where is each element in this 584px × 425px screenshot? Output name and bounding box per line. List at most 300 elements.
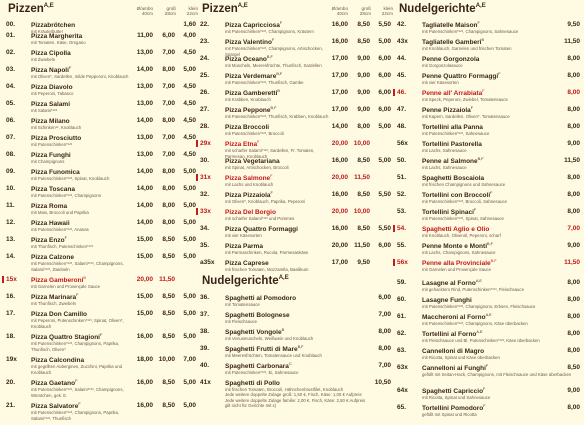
item-number: 51. (397, 174, 407, 181)
item-title: Pizza Calzone (31, 254, 74, 262)
price-family: 16,00 (331, 225, 348, 232)
size-header-small: klein 22cm (381, 6, 393, 16)
price-large: 8,00 (162, 66, 175, 73)
price-family: 16,00 (136, 402, 153, 409)
menu-item[interactable] (6, 32, 198, 49)
item-description: mit Garnelen und Provençale Sauce (422, 267, 492, 272)
item-number: 32. (200, 191, 210, 198)
menu-item[interactable] (397, 157, 582, 174)
price-large: 10,00 (353, 140, 370, 147)
item-title: Pizza Napoli (31, 67, 69, 75)
item-number: 23. (200, 38, 210, 45)
price: 11,50 (564, 259, 580, 266)
menu-item[interactable] (200, 106, 393, 123)
menu-item[interactable] (200, 21, 393, 38)
price-large: 10,00 (158, 356, 175, 363)
price-small: 1,60 (183, 21, 196, 28)
price: 11,50 (564, 157, 580, 164)
item-name (31, 379, 77, 387)
item-description: mit Spinat, Artischocken, Broccoli (225, 165, 289, 170)
item-name (225, 362, 292, 370)
price-large: 8,00 (357, 123, 370, 130)
nudel-list-right (397, 21, 582, 421)
item-description: mit Putenschinken*¹²³, Thunfisch, Krabben, Knoblauch (225, 114, 329, 119)
item-number: 01. (6, 32, 16, 39)
item-number: 65. (397, 404, 407, 411)
menu-item[interactable] (397, 38, 582, 55)
nudel-right-header (397, 0, 582, 21)
item-number: 26. (200, 89, 210, 96)
menu-item[interactable] (397, 387, 582, 404)
menu-item[interactable] (200, 208, 393, 225)
price: 7,00 (567, 225, 580, 232)
price: 6,00 (378, 294, 391, 301)
menu-item[interactable] (397, 21, 582, 38)
menu-item[interactable] (200, 191, 393, 208)
allergen-codes: F (257, 140, 260, 144)
item-title: Cannelloni ai Funghi (422, 365, 486, 373)
item-description: mit Putenschinken*¹²³, Champignons, Paprika, Salami*¹²³, Thunfisch (31, 410, 120, 421)
item-name (31, 333, 102, 341)
item-description: mit Putenschinken*¹²³, Champignons, Kräutern (225, 29, 314, 34)
menu-item[interactable] (397, 242, 582, 259)
item-name (422, 330, 483, 338)
menu-item[interactable] (397, 347, 582, 364)
price-family: 16,00 (331, 191, 348, 198)
item-description: mit Lachs, Sahnesauce (422, 148, 467, 153)
menu-item[interactable] (6, 236, 198, 253)
price-small: 5,00 (378, 157, 391, 164)
allergen-codes: F (78, 402, 81, 406)
item-number: 55. (397, 242, 407, 249)
allergen-codes: B,F (477, 157, 484, 161)
item-name (225, 72, 282, 80)
price-large: 6,00 (162, 32, 175, 39)
menu-item[interactable] (200, 55, 393, 72)
price-small: 4,50 (183, 83, 196, 90)
price-family: 13,00 (136, 100, 153, 107)
item-title: Pizzabrötchen (31, 22, 76, 30)
price-small: 5,00 (378, 38, 391, 45)
item-title: Penne Pizzaiola (422, 107, 471, 115)
menu-item[interactable] (6, 356, 198, 379)
item-description: mit Mais, Broccoli und Paprika (31, 210, 89, 215)
item-description: mit Tomaten, Käse, Oregano (31, 40, 86, 45)
item-description: mit Putenschinken*¹²³ (31, 142, 73, 147)
item-title: Spaghetti al Pomodoro (225, 295, 297, 303)
item-name (31, 168, 80, 176)
price: 8,00 (567, 55, 580, 62)
price-family: 15,00 (136, 293, 153, 300)
menu-item[interactable] (397, 140, 582, 157)
item-number: 22. (200, 21, 210, 28)
price: 9,00 (567, 387, 580, 394)
menu-item[interactable] (200, 362, 393, 379)
item-title: Tortellini alla Panna (422, 124, 483, 132)
price: 8,00 (567, 296, 580, 303)
item-description: mit Putenschinken*¹²³, Sahnesauce (422, 131, 490, 136)
price: 8,00 (378, 345, 391, 352)
menu-item[interactable] (6, 117, 198, 134)
allergen-codes: F (470, 106, 474, 110)
price-small: 4,00 (183, 32, 196, 39)
item-title: Pizza Cipolla (31, 50, 71, 58)
item-description: mit Putenschinken*¹²³, Champignons (31, 193, 101, 198)
allergen-codes: F (477, 21, 480, 25)
item-name (422, 157, 484, 165)
menu-item[interactable] (200, 311, 393, 328)
item-name (422, 279, 482, 287)
price-large: 11,50 (354, 174, 370, 181)
menu-item[interactable] (200, 72, 393, 89)
item-title: Pizza Diavolo (31, 84, 73, 92)
menu-item[interactable] (6, 219, 198, 236)
item-number: 38. (200, 328, 210, 335)
menu-item[interactable] (397, 279, 582, 296)
price: 9,50 (567, 21, 580, 28)
size-header-family: Ø/ambo 40cm (136, 6, 153, 16)
item-name (422, 89, 485, 97)
item-title: Pizza Milano (31, 118, 70, 126)
menu-item[interactable] (6, 49, 198, 66)
pizza-column-left (6, 0, 198, 425)
menu-item[interactable] (200, 345, 393, 362)
menu-item[interactable] (200, 242, 393, 259)
price-small: 4,50 (183, 134, 196, 141)
menu-item[interactable] (6, 185, 198, 202)
menu-item[interactable] (6, 293, 198, 310)
item-title: Lasagne Funghi (422, 297, 472, 305)
item-name (31, 66, 71, 74)
item-name (422, 55, 479, 63)
price-family: 15,00 (136, 253, 153, 260)
menu-item[interactable] (200, 294, 393, 311)
allergen-codes: F (270, 191, 273, 195)
price-small: 5,00 (183, 310, 196, 317)
price-large: 9,00 (357, 89, 370, 96)
price-family: 20,00 (331, 242, 348, 249)
item-number: 25. (200, 72, 210, 79)
item-number: 17. (6, 310, 16, 317)
pizza-mid-header (200, 0, 393, 21)
surcharge-note: Jede weitere doppelte Zulage groß: 1,50 €, Fisch, Käse: 1,00 € Aufpreis (225, 392, 362, 397)
menu-item[interactable] (397, 259, 582, 279)
item-name (31, 134, 81, 142)
price-family: 17,00 (331, 72, 348, 79)
item-title: Pizza Gamberetti (225, 90, 278, 98)
allergen-codes: F (483, 404, 486, 408)
allergen-codes: F (473, 208, 477, 212)
menu-item[interactable] (200, 38, 393, 55)
item-description: mit Parmaschinken, Rucola, Parmesankäse (225, 250, 309, 255)
item-title: Pizza Gaetano (31, 380, 76, 388)
item-title: Tortellini Pomodoro (422, 405, 484, 413)
allergen-codes: B (481, 38, 485, 42)
item-title: Pizza Salvatore (31, 403, 79, 411)
item-name (31, 310, 87, 318)
item-title: Pizza Etna (225, 141, 258, 149)
menu-item[interactable] (6, 151, 198, 168)
highlight-flag (196, 208, 198, 215)
price-large: 9,00 (357, 72, 370, 79)
price: 9,00 (567, 140, 580, 147)
item-number: 16. (6, 293, 16, 300)
item-description: mit Kapern, Sardellen, Oliven*, Tomatensauce (422, 114, 510, 119)
price-family: 16,00 (136, 333, 153, 340)
surcharge-note: Jede weitere doppelte Zulage familie: 2,00 €, Fisch, Käse: 2,50 € Aufpreis (225, 397, 366, 403)
price: 9,00 (567, 242, 580, 249)
surcharge-note: gilt nicht für Gerichte mit x) (225, 403, 277, 408)
item-description: mit Putenschinken*¹²³, Champignons, Paprika, Thunfisch, Oliven* (31, 341, 120, 352)
price-small: 4,50 (183, 100, 196, 107)
menu-item[interactable] (200, 89, 393, 106)
item-title: Pizza Marinara (31, 294, 77, 302)
item-number: 18. (6, 333, 16, 340)
menu-item[interactable] (200, 379, 393, 392)
item-description: mit gegrillten Auberginen, Zucchini, Paprika und Knoblauch (31, 364, 123, 375)
menu-item[interactable] (200, 225, 393, 242)
menu-item[interactable] (397, 225, 582, 242)
item-title: Tagliatelle Maison (422, 22, 478, 30)
price-family: 20,00 (331, 174, 348, 181)
nudel-list-middle (200, 294, 393, 409)
price: 8,00 (567, 330, 580, 337)
menu-item[interactable] (397, 106, 582, 123)
item-name (225, 55, 273, 63)
allergen-codes: B (83, 276, 86, 280)
price-large: 8,50 (357, 157, 370, 164)
item-title: Penne alla Provinciale (422, 260, 491, 268)
item-title: Penne Gorgonzola (422, 56, 480, 64)
item-name (225, 294, 296, 302)
price-large: 8,00 (162, 117, 175, 124)
allergen-codes: F (271, 38, 275, 42)
item-name (422, 140, 482, 148)
menu-item[interactable] (6, 83, 198, 100)
price-family: 14,00 (136, 185, 153, 192)
item-title: Pizza Oceano (225, 56, 267, 64)
item-title: Tortellini Spinaci (422, 209, 474, 217)
item-title: Spaghetti Bolognese (225, 312, 290, 320)
price-family: 13,00 (136, 151, 153, 158)
item-description: mit Lachs, Champignons, Sahnesauce (422, 250, 496, 255)
item-title: Tortellini con Broccoli (422, 192, 491, 200)
nudel-mid-header (200, 272, 393, 293)
item-number: 30. (200, 157, 210, 164)
item-number: 62. (397, 330, 407, 337)
item-name (422, 296, 472, 304)
item-title: Pizza Peppone (225, 107, 271, 115)
item-title: Pizza Parma (225, 243, 263, 251)
item-number: 07. (6, 134, 16, 141)
section-title: Nudelgerichte$^{A,E}$ (202, 275, 289, 287)
menu-item[interactable] (6, 333, 198, 356)
price-family: 18,00 (136, 356, 153, 363)
menu-item[interactable] (397, 72, 582, 89)
menu-item[interactable] (397, 364, 582, 387)
item-description: mit Putenschinken*¹²³, Broccoli (225, 131, 284, 136)
menu-item[interactable] (397, 330, 582, 347)
menu-item[interactable] (200, 123, 393, 140)
menu-item[interactable] (6, 402, 198, 425)
item-description: mit Oliven*, Sardellen, milde Pepperoni, Knoblauch (31, 74, 129, 79)
item-title: Spaghetti Carbonara (225, 363, 289, 371)
item-title: Pizza Vegetariana (225, 158, 280, 166)
price: 8,00 (567, 106, 580, 113)
menu-item[interactable] (6, 100, 198, 117)
menu-item[interactable] (397, 313, 582, 330)
item-title: Tortellini al Forno (422, 331, 477, 339)
item-name (422, 208, 476, 216)
price-family: 14,00 (136, 66, 153, 73)
item-description: mit Peperoni, Tabasco (31, 91, 74, 96)
menu-item[interactable] (6, 253, 198, 276)
price-large: 7,00 (162, 134, 175, 141)
allergen-codes: F (482, 89, 485, 93)
item-name (422, 106, 473, 114)
price-small: 5,00 (183, 185, 196, 192)
price-family: 14,00 (136, 219, 153, 226)
price-family: 17,00 (331, 106, 348, 113)
menu-item[interactable] (200, 328, 393, 345)
item-number: 53. (397, 208, 407, 215)
item-title: Lasagne al Forno (422, 280, 476, 288)
item-description: mit Zwiebeln (31, 57, 56, 62)
item-description: mit Thunfisch, Putenschinken*¹²³ (31, 244, 94, 249)
item-name (31, 276, 86, 284)
menu-item[interactable] (6, 276, 198, 293)
nudel-column-right (397, 0, 582, 421)
item-number: 52. (397, 191, 407, 198)
item-number: 03. (6, 66, 16, 73)
price: 7,00 (378, 362, 391, 369)
allergen-codes: F (75, 379, 78, 383)
menu-item[interactable] (6, 310, 198, 333)
item-title: Spaghetti Aglio e Olio (422, 226, 490, 234)
price-large: 8,50 (162, 379, 175, 386)
price-small: 6,00 (378, 72, 391, 79)
price-small: 6,00 (378, 89, 391, 96)
price-large: 7,00 (162, 83, 175, 90)
item-name (225, 208, 276, 216)
pizza-list-left (6, 21, 198, 425)
item-name (225, 89, 280, 97)
item-name (422, 38, 484, 46)
price-small: 6,00 (378, 106, 391, 113)
item-description: mit Putenschinken*¹²³, Champignons, Artischocken, Spargel (225, 46, 323, 57)
item-description: mit Putenschinken*¹²³, Salami*¹²³, Champignons, Salami*¹²³, Zwiebeln (31, 261, 124, 272)
item-name (422, 174, 484, 182)
item-name (422, 259, 497, 267)
price-large: 7,00 (162, 151, 175, 158)
menu-item[interactable] (6, 202, 198, 219)
item-name (31, 236, 67, 244)
price-large: 8,50 (357, 191, 370, 198)
allergen-codes: C (288, 362, 292, 366)
item-number: 14. (6, 253, 16, 260)
menu-item[interactable] (6, 134, 198, 151)
menu-item[interactable] (397, 123, 582, 140)
item-number: 29x (200, 140, 211, 147)
allergen-codes: F (490, 191, 493, 195)
item-description: mit Salami*¹²³ (31, 108, 58, 113)
item-description: mit Putenschinken*¹²³, Champignons, Erbsen, Fleischsauce (422, 304, 536, 309)
item-name (225, 140, 259, 148)
item-title: Pizza Enzo (31, 237, 65, 245)
item-title: Spaghetti Boscaiola (422, 175, 485, 183)
item-name (225, 328, 284, 336)
price-large: 11,50 (159, 276, 175, 283)
item-name (422, 242, 493, 250)
item-description: mit Fleischsauce und Bl. Putenschinken*¹²³, Käse überbacken (422, 338, 540, 343)
item-description: mit frischen Tomaten, Mozzarella, Basilikum (225, 267, 309, 272)
item-title: Cannelloni di Magro (422, 348, 485, 356)
menu-item[interactable] (6, 66, 198, 83)
menu-item[interactable] (397, 296, 582, 313)
item-description: mit vier Käsesorten (225, 233, 262, 238)
item-description: mit frischen Champignons und Sahnesauce (422, 182, 506, 187)
allergen-codes: F (483, 387, 486, 391)
price-small: 7,00 (183, 356, 196, 363)
price: 8,00 (567, 313, 580, 320)
allergen-codes: B (277, 89, 280, 93)
item-name (225, 21, 282, 29)
price-family: 16,00 (331, 21, 348, 28)
item-number: 61. (397, 313, 407, 320)
item-title: Pizza Caprese (225, 260, 269, 268)
price-large: 8,00 (162, 219, 175, 226)
item-description: mit Gorgonzolasauce (422, 63, 463, 68)
price-small: 5,00 (183, 293, 196, 300)
price-large: 8,50 (162, 293, 175, 300)
highlight-flag (393, 225, 395, 232)
item-title: Pizza Margherita (31, 33, 83, 41)
item-description: mit Putenschinken*¹²³, Thunfisch, Gambe (225, 80, 304, 85)
item-name (422, 387, 485, 395)
price-small: 4,50 (183, 117, 196, 124)
item-number: 39. (200, 345, 210, 352)
menu-item[interactable] (397, 191, 582, 208)
allergen-codes: A,E (476, 330, 483, 334)
item-number: 00. (6, 21, 16, 28)
item-description: mit Meeresfrüchten, Tomatensauce und Knoblauch (225, 353, 322, 358)
menu-item[interactable] (200, 174, 393, 191)
menu-item[interactable] (6, 168, 198, 185)
item-description: mit Putenschinken*¹²³, Broccoli, Sahnesauce (422, 199, 508, 204)
menu-item[interactable] (397, 174, 582, 191)
item-name (31, 402, 81, 410)
menu-item[interactable] (6, 21, 198, 32)
item-description: mit scharfer Salami*¹²³, Sardellen, Fr. Tomaten, Parmesan, Knoblauch (225, 148, 315, 159)
menu-item[interactable] (200, 140, 393, 157)
price-small: 5,00 (378, 123, 391, 130)
menu-item[interactable] (397, 208, 582, 225)
item-description: mit Putenschinken*¹²³, Ei, Sahnesauce (225, 370, 299, 375)
item-title: Pizza Salami (31, 101, 71, 109)
menu-item[interactable] (397, 89, 582, 106)
menu-item[interactable] (6, 379, 198, 402)
price-small: 5,50 (378, 225, 391, 232)
item-title: Pizza Quattro Stagioni (31, 334, 100, 342)
menu-item[interactable] (397, 55, 582, 72)
price: 8,00 (567, 72, 580, 79)
highlight-flag (196, 140, 198, 147)
item-description: mit Putenschinken*¹²³, Champignons, Käse überbacken (422, 321, 528, 326)
menu-item[interactable] (397, 404, 582, 421)
item-number: 34. (200, 225, 210, 232)
menu-item[interactable] (200, 157, 393, 174)
item-number: 11. (6, 202, 15, 209)
